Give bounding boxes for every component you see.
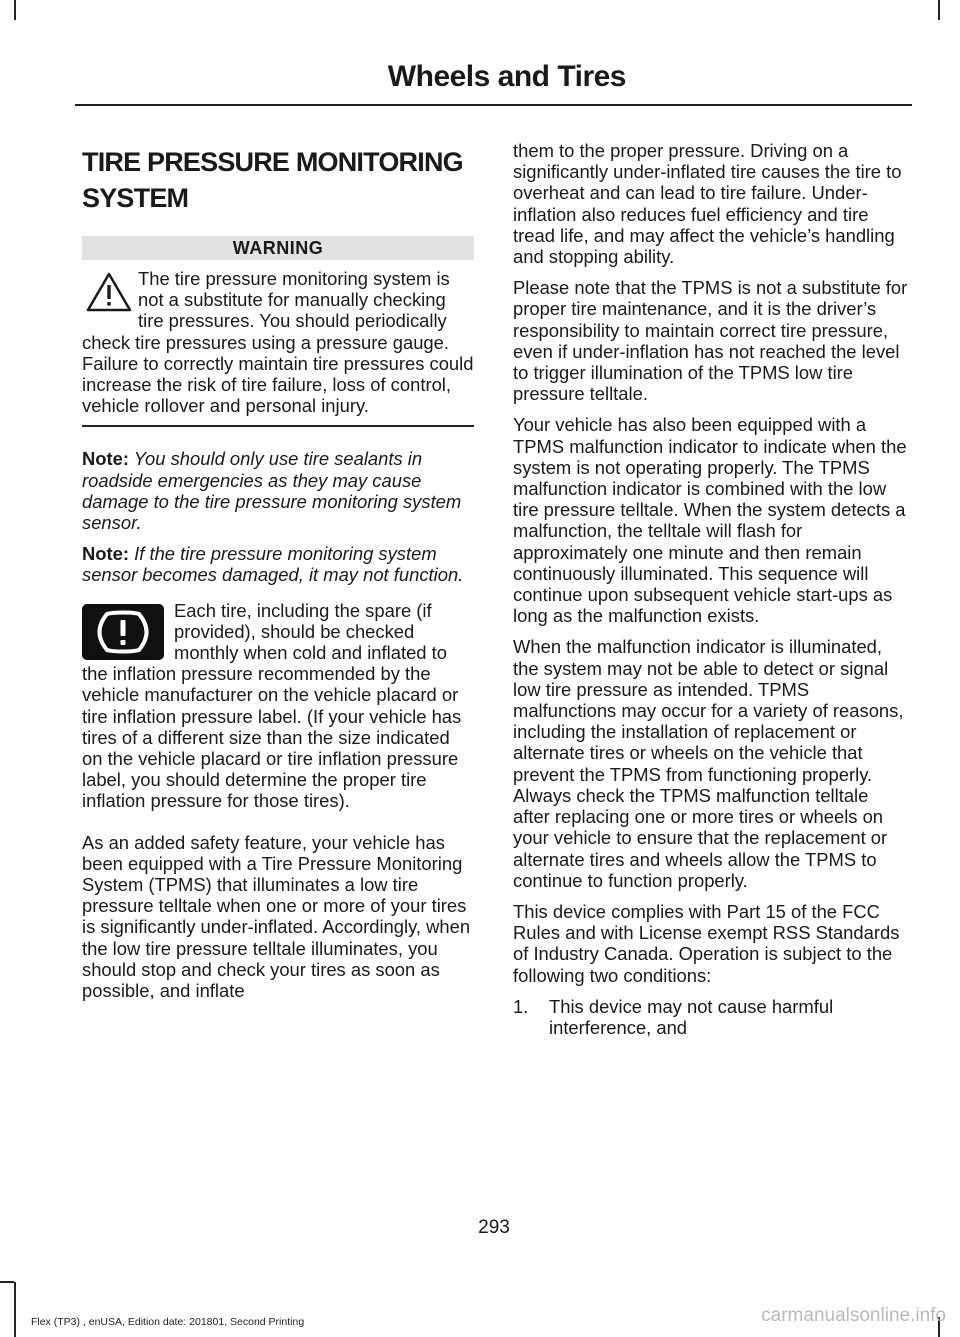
left-column: [82, 140, 474, 1011]
warning-triangle-icon: [86, 272, 134, 312]
crop-mark: [938, 0, 940, 20]
list-item-text: This device may not cause harmful interference, and: [549, 995, 834, 1038]
warning-divider: [82, 425, 474, 427]
paragraph-tpms-not-substitute: Please note that the TPMS is not a substitute for proper tire maintenance, and it is the driver’s responsibility to maintain correct tire pressure, even if under-inflation has not reached the level to trigger illumination of the TPMS low tire pressure telltale.: [513, 277, 908, 405]
note-text: You should only use tire sealants in roadside emergencies as they may cause damage to the tire pressure monitoring system sensor.: [82, 448, 462, 534]
note-sensor-damage: [82, 543, 474, 585]
section-heading-line1: TIRE PRESSURE MONITORING: [82, 147, 463, 177]
header-rule: [75, 104, 912, 106]
tire-pressure-telltale-icon: [82, 604, 164, 660]
note-text: If the tire pressure monitoring system sensor becomes damaged, it may not function.: [82, 543, 464, 586]
paragraph-safety-feature: As an added safety feature, your vehicle has been equipped with a Tire Pressure Monitoring System (TPMS) that illuminates a low tire pressure telltale when one or more of your tires is significantly under-inflated. Accordingly, when the low tire pressure telltale illuminates, you should stop and check your tires as soon as possible, and inflate: [82, 831, 471, 1002]
paragraph-malfunction-indicator: Your vehicle has also been equipped with a TPMS malfunction indicator to indicate when the system is not operating properly. The TPMS malfunction indicator is combined with the low tire pressure telltale. When the system detects a malfunction, the telltale will flash for approximately one minute and then remain continuously illuminated. This sequence will continue upon subsequent vehicle start-ups as long as the malfunction exists.: [513, 414, 907, 627]
crop-mark: [14, 1282, 16, 1337]
paragraph-proper-pressure: them to the proper pressure. Driving on a significantly under-inflated tire causes the tire to overheat and can lead to tire failure. Under-inflation also reduces fuel efficiency and tire tread life, and may affect the vehicle’s handling and stopping ability.: [513, 140, 902, 268]
crop-mark: [0, 1281, 14, 1283]
section-heading: [82, 144, 474, 216]
list-item: [513, 996, 908, 1038]
section-heading-line2: SYSTEM: [82, 183, 189, 213]
note-label: Note:: [82, 448, 129, 470]
page-number: 293: [478, 1217, 510, 1238]
page-header-title: Wheels and Tires: [387, 60, 626, 93]
conditions-list: [513, 996, 908, 1038]
watermark: carmanualsonline.info: [761, 1305, 946, 1326]
warning-box: [82, 268, 474, 416]
paragraph-fcc-compliance: This device complies with Part 15 of the FCC Rules and with License exempt RSS Standards of Industry Canada. Operation is subject to the following two conditions:: [513, 900, 900, 986]
paragraph-check-monthly: [82, 600, 474, 812]
warning-text: The tire pressure monitoring system is not a substitute for manually checking tire pressures. You should periodically check tire pressures using a pressure gauge. Failure to correctly maintain tire pressures could increase the risk of tire failure, loss of control, vehicle rollover and personal injury.: [82, 268, 474, 417]
note-sealants: [82, 448, 474, 533]
paragraph-text: Each tire, including the spare (if provided), should be checked monthly when cold and inflated to the inflation pressure recommended by the vehicle manufacturer on the vehicle placard or tire inflation pressure label. (If your vehicle has tires of a different size than the size indicated on the vehicle placard or tire inflation pressure label, you should determine the proper tire inflation pressure for those tires).: [82, 599, 462, 812]
paragraph-malfunction-illuminated: When the malfunction indicator is illuminated, the system may not be able to detect or signal low tire pressure as intended. TPMS malfunctions may occur for a variety of reasons, including the installation of replacement or alternate tires or wheels on the vehicle that prevent the TPMS from functioning properly. Always check the TPMS malfunction telltale after replacing one or more tires or wheels on your vehicle to ensure that the replacement or alternate tires and wheels allow the TPMS to continue to function properly.: [513, 636, 904, 891]
warning-label: WARNING: [82, 236, 474, 260]
right-column: [513, 140, 908, 1038]
footer-edition-info: Flex (TP3) , enUSA, Edition date: 201801, Second Printing: [31, 1316, 305, 1328]
crop-mark: [14, 0, 16, 20]
list-item-number: 1.: [513, 995, 529, 1017]
note-label: Note:: [82, 543, 129, 565]
